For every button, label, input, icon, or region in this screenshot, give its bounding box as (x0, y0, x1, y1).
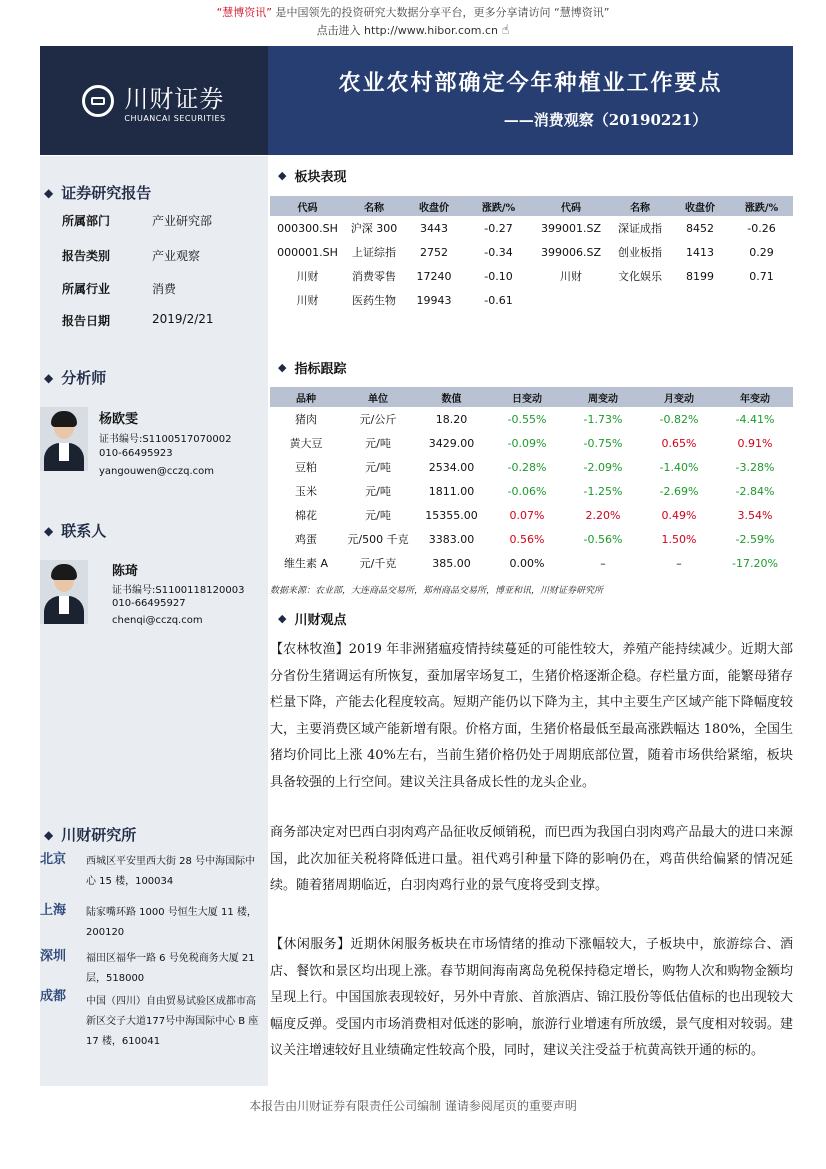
table-cell: 1811.00 (428, 484, 475, 498)
table-cell: 棉花 (295, 509, 317, 522)
column-header: 代码 (270, 196, 345, 216)
table-cell: 维生素 A (283, 557, 329, 570)
table-header-row (270, 387, 793, 407)
column-header: 月变动 (641, 387, 717, 407)
table-cell: 17240 (416, 269, 452, 283)
table-cell: -0.06% (507, 484, 547, 498)
contact-section-head: ◆ 联系人 (44, 522, 107, 540)
office-address: 西城区平安里西大街 28 号中海国际中心 15 楼，100034 (86, 856, 256, 887)
table-cell: 000001.SH (277, 245, 338, 259)
table-cell: 0.91% (737, 436, 773, 450)
table-cell: -0.82% (659, 412, 699, 426)
table-cell: -4.41% (735, 412, 775, 426)
contact-photo (40, 560, 88, 624)
analyst-photo (40, 407, 88, 471)
logo-emblem-icon (82, 85, 114, 117)
report-title: 农业农村部确定今年种植业工作要点 (338, 70, 723, 96)
table-cell: 文化娱乐 (618, 270, 662, 283)
table-cell: 0.71 (749, 269, 774, 283)
table-cell: 猪肉 (295, 413, 317, 426)
promo-line: “慧博资讯” 是中国领先的投资研究大数据分享平台，更多分享请访问 “慧博资讯” (216, 6, 610, 19)
column-header: 单位 (342, 387, 414, 407)
report-subtitle: ——消费观察（20190221） (503, 111, 708, 129)
table-cell: 0.07% (509, 508, 545, 522)
analyst-cert: 证书编号:S1100517070002 (99, 434, 232, 445)
bullet-icon: ◆ (278, 169, 287, 182)
analyst-section-head: ◆ 分析师 (44, 369, 107, 387)
header-banner (40, 46, 793, 155)
info-row: 报告日期 2019/2/21 (62, 312, 214, 328)
table-cell (730, 288, 793, 312)
logo: 川财证券 CHUANCAI SECURITIES (40, 46, 268, 155)
table-cell: 元/吨 (365, 509, 391, 522)
table-cell: 元/吨 (365, 485, 391, 498)
footer-disclaimer: 本报告由川财证券有限责任公司编制 谨请参阅尾页的重要声明 (249, 1099, 577, 1113)
analyst-phone: 010-66495923 (99, 448, 173, 459)
bullet-icon: ◆ (44, 185, 54, 200)
office-address: 福田区福华一路 6 号免税商务大厦 21 层，518000 (86, 953, 255, 984)
table-row (270, 407, 793, 431)
table-cell: -2.69% (659, 484, 699, 498)
info-row: 所属行业 消费 (62, 282, 177, 296)
sector-table (270, 196, 793, 312)
table-cell: -0.61 (484, 293, 513, 307)
contact-cert: 证书编号:S1100118120003 (112, 585, 245, 596)
column-header: 涨跌/% (465, 196, 532, 216)
table-cell (610, 288, 670, 312)
table-cell: 18.20 (435, 412, 468, 426)
table-cell: 玉米 (295, 485, 317, 498)
table-cell: 元/吨 (365, 437, 391, 450)
office-city: 成都 (40, 989, 67, 1004)
table-row (270, 288, 793, 312)
bullet-icon: ◆ (44, 523, 54, 538)
table-row (270, 503, 793, 527)
table-cell: 黄大豆 (289, 437, 323, 450)
table-cell: 元/吨 (365, 461, 391, 474)
sector-section-head: ◆ 板块表现 (278, 169, 347, 185)
column-header: 日变动 (489, 387, 565, 407)
table-row (270, 431, 793, 455)
view-section-head: ◆ 川财观点 (278, 612, 347, 628)
table-cell: 鸡蛋 (295, 533, 317, 546)
table-cell (532, 288, 610, 312)
info-row: 报告类别 产业观察 (62, 249, 201, 263)
table-row (270, 264, 793, 288)
bullet-icon: ◆ (44, 370, 54, 385)
table-cell: -0.09% (507, 436, 547, 450)
table-cell: -0.56% (583, 532, 623, 546)
table-cell: 2.20% (585, 508, 621, 522)
institute-section-head: ◆ 川财研究所 (44, 826, 137, 844)
office-city: 上海 (40, 903, 67, 918)
bullet-icon: ◆ (278, 612, 287, 625)
table-cell: -0.55% (507, 412, 547, 426)
table-cell: 2534.00 (428, 460, 475, 474)
paragraph-poultry: 商务部决定对巴西白羽肉鸡产品征收反倾销税，而巴西为我国白羽肉鸡产品最大的进口来源国，此次加征关税将降低进口量。祖代鸡引种量下降的影响仍在，鸡苗供给偏紧的情况延续。随着猪周期临近，白羽肉鸡行业的景气度将受到支撑。 (270, 825, 793, 893)
table-cell: – (600, 556, 606, 570)
column-header: 名称 (610, 196, 670, 216)
table-header-row (270, 196, 793, 216)
table-cell: 川财 (296, 294, 319, 307)
table-cell: -1.73% (583, 412, 623, 426)
table-cell: 19943 (416, 293, 452, 307)
promo-link[interactable]: 点击进入 http://www.hibor.com.cn ☝ (316, 23, 510, 38)
table-cell: 0.65% (661, 436, 697, 450)
paragraph-leisure: 【休闲服务】近期休闲服务板块在市场情绪的推动下涨幅较大，子板块中，旅游综合、酒店、餐饮和景区均出现上涨。春节期间海南离岛免税保持稳定增长，购物人次和购物金额均呈现上行。中国国旅表现较好，另外中青旅、首旅酒店、锦江股份等低估值标的也出现较大幅度反弹。受国内市场消费相对低迷的影响，旅游行业增速有所放缓，景气度相对较弱。建议关注增速较好且业绩确定性较高个股，同时，建议关注受益于杭黄高铁开通的标的。 (270, 937, 793, 1058)
table-cell: -0.27 (484, 221, 513, 235)
table-cell: 8452 (686, 221, 714, 235)
column-header: 代码 (532, 196, 610, 216)
table-cell: -0.10 (484, 269, 513, 283)
column-header: 数值 (414, 387, 489, 407)
table-cell: 上证综指 (352, 246, 396, 259)
column-header: 收盘价 (403, 196, 465, 216)
table-cell: 元/500 千克 (347, 533, 409, 546)
paragraph-agriculture: 【农林牧渔】2019 年非洲猪瘟疫情持续蔓延的可能性较大，养殖产能持续减少。近期大部分省份生猪调运有所恢复，蚕加屠宰场复工，生猪价格逐渐企稳。存栏量方面，能繁母猪存栏量下降，产能去化程度较高。短期产能仍以下降为主，其中主要生产区域产能下降幅度较大，主要消费区域产能新增有限。价格方面，生猪价格最低至最高涨跌幅达 180%，全国生猪均价同比上涨 40%左右，当前生猪价格仍处于周期底部位置，随着市场供给紧缩，板块具备较强的上行空间。建议关注具备成长性的龙头企业。 (270, 642, 793, 790)
table-row (270, 240, 793, 264)
table-cell: 川财 (296, 270, 319, 283)
office-address: 中国（四川）自由贸易试验区成都市高新区交子大道177号中海国际中心 B 座 17 楼，610041 (86, 996, 259, 1047)
table-cell: 医药生物 (352, 294, 396, 307)
table-cell: 川财 (560, 270, 582, 283)
column-header: 涨跌/% (730, 196, 793, 216)
table-cell (670, 288, 730, 312)
table-cell: 0.56% (509, 532, 545, 546)
table-cell: 000300.SH (277, 221, 338, 235)
table-cell: 沪深 300 (350, 222, 398, 235)
table-cell: 1.50% (661, 532, 697, 546)
report-title-box (268, 46, 793, 155)
column-header: 年变动 (717, 387, 793, 407)
office-city: 深圳 (40, 949, 67, 964)
table-cell: -17.20% (732, 556, 778, 570)
table-cell: -0.34 (484, 245, 513, 259)
table-cell: 0.00% (509, 556, 545, 570)
contact-name: 陈琦 (112, 564, 139, 579)
contact-email[interactable]: chenqi@cczq.com (112, 615, 203, 626)
table-cell: -2.84% (735, 484, 775, 498)
column-header: 品种 (270, 387, 342, 407)
table-cell: -1.40% (659, 460, 699, 474)
table-cell: 创业板指 (618, 246, 662, 259)
table-row (270, 479, 793, 503)
data-source-note: 数据来源：农业部，大连商品交易所，郑州商品交易所，博亚和讯，川财证券研究所 (270, 586, 604, 596)
table-cell: -0.75% (583, 436, 623, 450)
bullet-icon: ◆ (44, 827, 54, 842)
indicator-section-head: ◆ 指标跟踪 (278, 361, 347, 377)
column-header: 名称 (345, 196, 403, 216)
column-header: 周变动 (565, 387, 641, 407)
office-city: 北京 (40, 852, 67, 867)
table-cell: 399001.SZ (540, 221, 601, 235)
table-cell: 399006.SZ (540, 245, 601, 259)
table-cell: -2.59% (735, 532, 775, 546)
table-cell: -0.28% (507, 460, 547, 474)
table-cell: 元/千克 (359, 557, 397, 570)
indicator-table (270, 387, 793, 575)
table-row (270, 527, 793, 551)
table-cell: 0.29 (749, 245, 774, 259)
table-cell: -1.25% (583, 484, 623, 498)
table-cell: 消费零售 (352, 270, 396, 283)
info-row: 所属部门 产业研究部 (62, 214, 213, 228)
table-cell: -2.09% (583, 460, 623, 474)
table-cell: 3443 (420, 221, 448, 235)
table-cell: -3.28% (735, 460, 775, 474)
table-cell: 深证成指 (618, 222, 662, 235)
analyst-name: 杨欧雯 (99, 412, 139, 427)
contact-phone: 010-66495927 (112, 598, 186, 609)
hand-pointer-icon: ☝ (501, 23, 510, 38)
table-cell: 8199 (686, 269, 714, 283)
table-cell: -0.26 (747, 221, 776, 235)
table-cell: 15355.00 (425, 508, 478, 522)
table-cell: 3.54% (737, 508, 773, 522)
table-cell: 2752 (420, 245, 448, 259)
table-cell: 豆粕 (295, 461, 317, 474)
office-address: 陆家嘴环路 1000 号恒生大厦 11 楼，200120 (86, 907, 257, 938)
column-header: 收盘价 (670, 196, 730, 216)
report-section-head: ◆ 证券研究报告 (44, 184, 152, 202)
table-cell: 3383.00 (428, 532, 475, 546)
table-row (270, 216, 793, 240)
table-cell: 3429.00 (428, 436, 475, 450)
analyst-email[interactable]: yangouwen@cczq.com (99, 466, 214, 477)
table-cell: 1413 (686, 245, 714, 259)
table-cell: 385.00 (432, 556, 471, 570)
table-cell: 0.49% (661, 508, 697, 522)
table-row (270, 551, 793, 575)
table-cell: 元/公斤 (359, 413, 397, 426)
bullet-icon: ◆ (278, 361, 287, 374)
table-cell: – (676, 556, 682, 570)
table-row (270, 455, 793, 479)
